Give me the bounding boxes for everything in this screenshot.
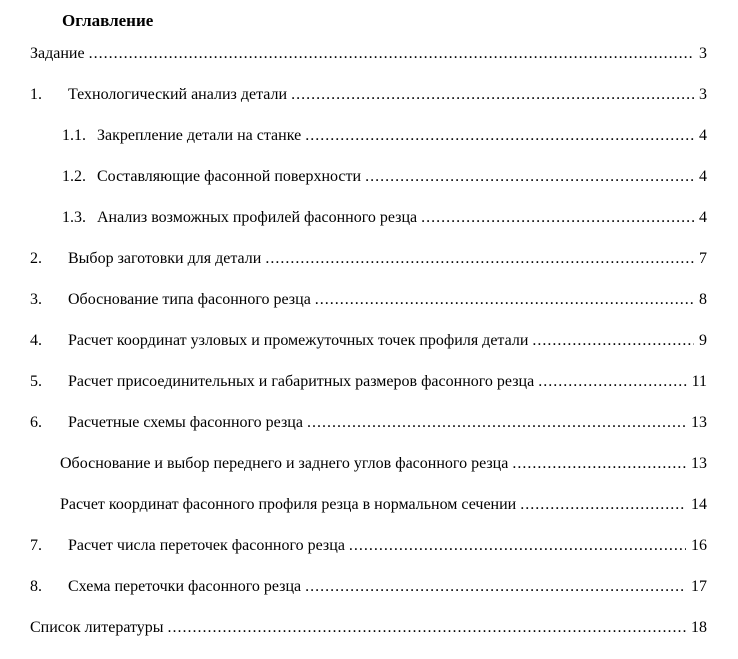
dot-leader: [315, 279, 694, 320]
toc-entry-title: Расчет координат фасонного профиля резца в нормальном сечении: [60, 496, 517, 513]
toc-entry[interactable]: [30, 320, 707, 361]
toc-entry-title: Закрепление детали на станке: [97, 127, 302, 144]
toc-entry-number: 8.: [30, 578, 42, 595]
toc-entry-title: Расчет присоединительных и габаритных размеров фасонного резца: [68, 373, 535, 390]
dot-leader: [538, 361, 686, 402]
toc-entry-title: Расчет координат узловых и промежуточных точек профиля детали: [68, 332, 529, 349]
toc-list: [30, 33, 707, 648]
dot-leader: [532, 320, 694, 361]
dot-leader: [421, 197, 694, 238]
toc-entry-number: 1.3.: [62, 209, 86, 226]
dot-leader: [168, 607, 686, 648]
dot-leader: [305, 115, 694, 156]
dot-leader: [291, 74, 694, 115]
toc-entry-page: 13: [691, 414, 707, 431]
toc-entry[interactable]: [30, 279, 707, 320]
dot-leader: [89, 33, 694, 74]
toc-entry[interactable]: [30, 115, 707, 156]
toc-entry-number: 1.: [30, 86, 42, 103]
toc-entry-page: 4: [699, 168, 707, 185]
toc-entry-number: 2.: [30, 250, 42, 267]
toc-entry-page: 13: [691, 455, 707, 472]
toc-entry[interactable]: [30, 607, 707, 648]
toc-entry-page: 7: [699, 250, 707, 267]
toc-entry-number: 5.: [30, 373, 42, 390]
toc-entry-page: 16: [691, 537, 707, 554]
toc-entry-number: 1.1.: [62, 127, 86, 144]
toc-entry[interactable]: [30, 74, 707, 115]
toc-entry-title: Задание: [30, 45, 85, 62]
toc-entry-number: 7.: [30, 537, 42, 554]
toc-entry-number: 1.2.: [62, 168, 86, 185]
toc-entry-number: 4.: [30, 332, 42, 349]
dot-leader: [512, 443, 686, 484]
toc-entry-number: 3.: [30, 291, 42, 308]
dot-leader: [30, 651, 707, 659]
toc-entry-title: Расчетные схемы фасонного резца: [68, 414, 303, 431]
dot-leader: [349, 525, 686, 566]
toc-entry-title: Схема переточки фасонного резца: [68, 578, 302, 595]
toc-entry[interactable]: [30, 484, 707, 525]
toc-entry[interactable]: [30, 197, 707, 238]
toc-entry[interactable]: [30, 566, 707, 607]
toc-entry[interactable]: [30, 238, 707, 279]
toc-entry-title: Составляющие фасонной поверхности: [97, 168, 362, 185]
toc-entry[interactable]: [30, 156, 707, 197]
toc-entry-title: Выбор заготовки для детали: [68, 250, 262, 267]
toc-entry[interactable]: [30, 402, 707, 443]
toc-entry-page: 3: [699, 45, 707, 62]
toc-entry-page: 17: [691, 578, 707, 595]
toc-entry-page: 14: [691, 496, 707, 513]
toc-entry[interactable]: [30, 33, 707, 74]
toc-entry-page: 4: [699, 127, 707, 144]
dot-leader: [365, 156, 694, 197]
toc-entry[interactable]: [30, 443, 707, 484]
dot-leader: [305, 566, 686, 607]
toc-entry-title: Технологический анализ детали: [68, 86, 288, 103]
toc-entry-title: Анализ возможных профилей фасонного резца: [97, 209, 418, 226]
toc-entry-number: 6.: [30, 414, 42, 431]
toc-entry-page: 3: [699, 86, 707, 103]
toc-entry-page: 9: [699, 332, 707, 349]
toc-entry-page: 4: [699, 209, 707, 226]
toc-entry[interactable]: [30, 525, 707, 566]
cropped-next-line: [30, 651, 707, 659]
toc-entry-title: Список литературы: [30, 619, 164, 636]
dot-leader: [307, 402, 686, 443]
toc-entry-page: 8: [699, 291, 707, 308]
toc-heading: Оглавление: [62, 11, 154, 30]
dot-leader: [520, 484, 686, 525]
toc-entry-title: Обоснование типа фасонного резца: [68, 291, 311, 308]
toc-entry-page: 11: [691, 373, 707, 390]
toc-entry-page: 18: [691, 619, 707, 636]
toc-entry-title: Расчет числа переточек фасонного резца: [68, 537, 345, 554]
toc-entry[interactable]: [30, 361, 707, 402]
toc-entry-title: Обоснование и выбор переднего и заднего углов фасонного резца: [60, 455, 509, 472]
dot-leader: [265, 238, 694, 279]
